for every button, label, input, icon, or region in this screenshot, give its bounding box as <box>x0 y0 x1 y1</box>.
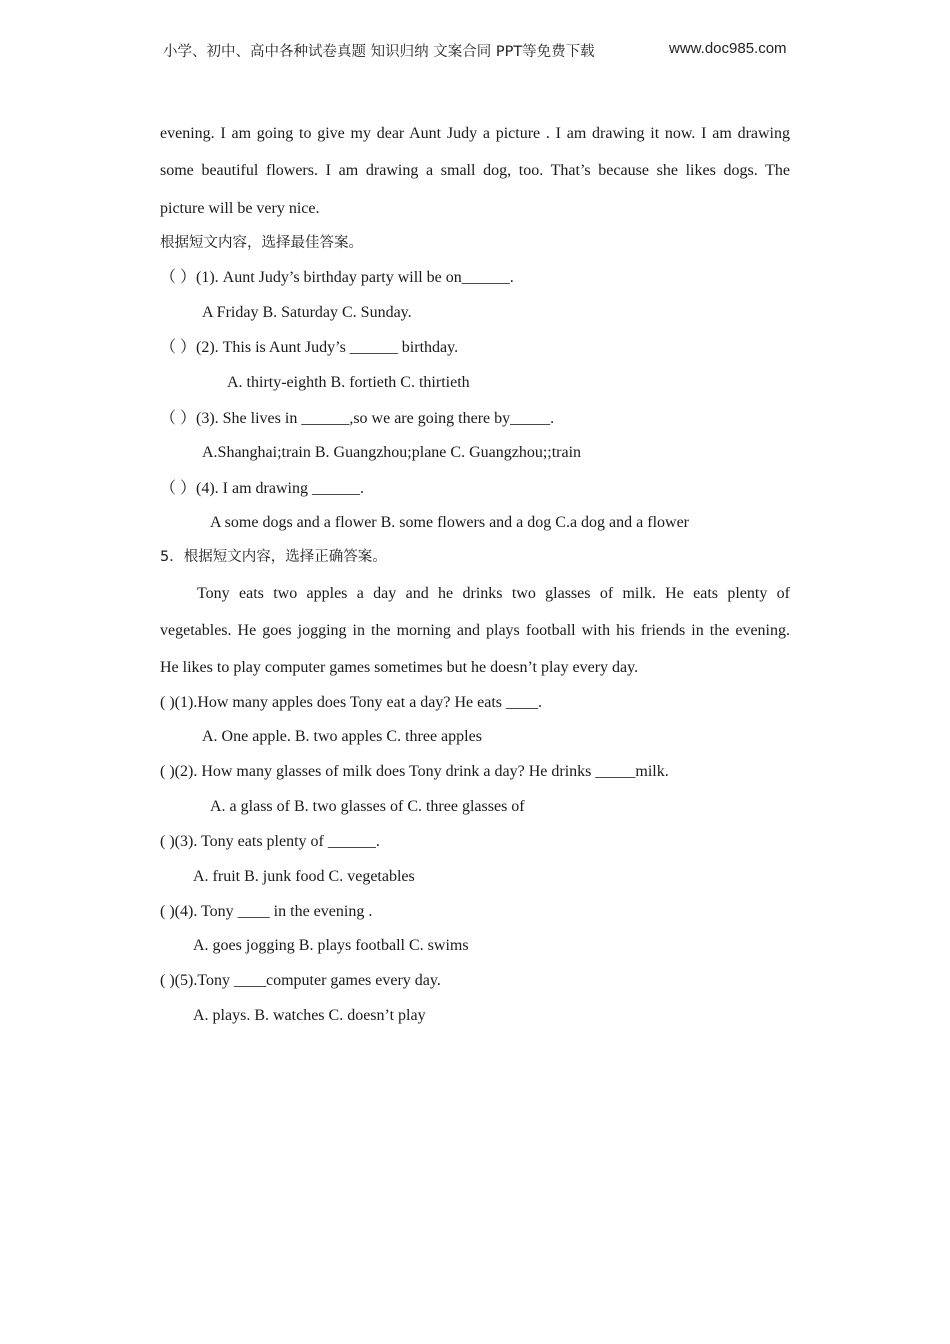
passage1-line-1: evening. I am going to give my dear Aunt Judy a picture . I am drawing it now. I am drawing <box>160 125 790 142</box>
s5-q5-options: A. plays. B. watches C. doesn’t play <box>193 1007 426 1024</box>
passage2-line-3: He likes to play computer games sometimes but he doesn’t play every day. <box>160 659 639 676</box>
header-left-text: 小学、初中、高中各种试卷真题 知识归纳 文案合同 PPT等免费下载 <box>163 44 595 60</box>
s4-q3-options: A.Shanghai;train B. Guangzhou;plane C. Guangzhou;;train <box>202 444 582 461</box>
s5-q2-options: A. a glass of B. two glasses of C. three glasses of <box>210 798 525 815</box>
passage1-line-3: picture will be very nice. <box>160 200 320 217</box>
s5-q3-options: A. fruit B. junk food C. vegetables <box>193 868 415 885</box>
s4-q1-stem: （ ）(1). Aunt Judy’s birthday party will be on______. <box>160 269 514 286</box>
s4-q2-stem: （ ）(2). This is Aunt Judy’s ______ birthday. <box>160 339 459 356</box>
passage2-line-2: vegetables. He goes jogging in the morning and plays football with his friends in the evening. <box>160 622 790 639</box>
passage1-line-2: some beautiful flowers. I am drawing a small dog, too. That’s because she likes dogs. The <box>160 162 790 179</box>
s4-q4-options: A some dogs and a flower B. some flowers and a dog C.a dog and a flower <box>210 514 689 531</box>
s5-q1-stem: ( )(1).How many apples does Tony eat a day? He eats ____. <box>160 694 543 711</box>
passage2-line-1: Tony eats two apples a day and he drinks two glasses of milk. He eats plenty of <box>197 585 790 602</box>
section4-instruction: 根据短文内容，选择最佳答案。 <box>160 235 363 251</box>
s5-q4-stem: ( )(4). Tony ____ in the evening . <box>160 903 373 920</box>
s5-q1-options: A. One apple. B. two apples C. three apples <box>202 728 482 745</box>
s5-q2-stem: ( )(2). How many glasses of milk does Tony drink a day? He drinks _____milk. <box>160 763 669 780</box>
s5-q4-options: A. goes jogging B. plays football C. swims <box>193 937 469 954</box>
section5-instruction: 根据短文内容，选择正确答案。 <box>183 549 387 565</box>
s5-q3-stem: ( )(3). Tony eats plenty of ______. <box>160 833 380 850</box>
s4-q4-stem: （ ）(4). I am drawing ______. <box>160 480 364 497</box>
s4-q2-options: A. thirty-eighth B. fortieth C. thirtieth <box>227 374 470 391</box>
s5-q5-stem: ( )(5).Tony ____computer games every day. <box>160 972 441 989</box>
section5-heading <box>160 550 387 565</box>
section5-number: 5． <box>160 549 184 565</box>
s4-q3-stem: （ ）(3). She lives in ______,so we are going there by_____. <box>160 410 555 427</box>
header-website: www.doc985.com <box>669 40 787 57</box>
s4-q1-options: A Friday B. Saturday C. Sunday. <box>202 304 412 321</box>
